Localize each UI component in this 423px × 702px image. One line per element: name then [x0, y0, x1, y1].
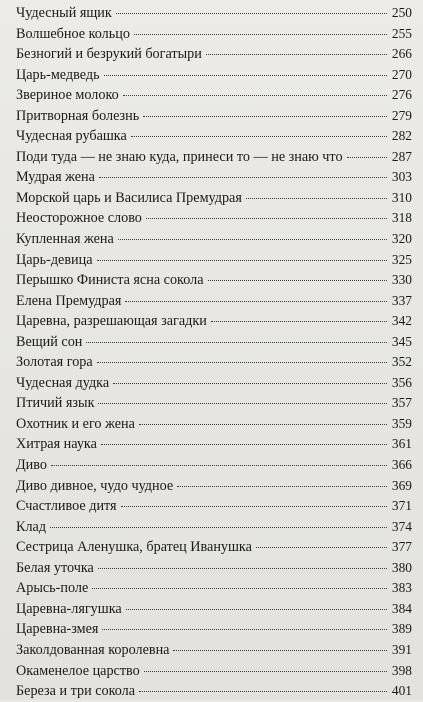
toc-entry-title: Елена Премудрая [16, 292, 122, 309]
dot-leader [97, 362, 387, 363]
toc-entry-title: Морской царь и Василиса Премудрая [16, 189, 242, 206]
table-of-contents [16, 3, 412, 702]
toc-entry [16, 126, 412, 147]
dot-leader [144, 671, 387, 672]
dot-leader [126, 609, 387, 610]
dot-leader [134, 34, 387, 35]
toc-entry-page-number: 276 [391, 87, 412, 103]
toc-entry-page-number: 287 [391, 148, 412, 164]
toc-entry-page-number: 366 [391, 457, 412, 473]
toc-entry [16, 85, 412, 106]
dot-leader [131, 136, 387, 137]
toc-entry-page-number: 310 [391, 189, 412, 205]
toc-entry-page-number: 356 [391, 374, 412, 390]
dot-leader [173, 650, 387, 651]
toc-entry [16, 44, 412, 65]
toc-entry [16, 619, 412, 640]
toc-entry-title: Окаменелое царство [16, 662, 140, 679]
dot-leader [206, 54, 387, 55]
toc-entry-page-number: 377 [391, 539, 412, 555]
toc-entry [16, 414, 412, 435]
toc-entry-page-number: 330 [391, 272, 412, 288]
toc-entry-title: Диво дивное, чудо чудное [16, 477, 174, 494]
toc-entry-title: Волшебное кольцо [16, 25, 130, 42]
toc-entry [16, 558, 412, 579]
toc-entry-page-number: 282 [391, 128, 412, 144]
toc-entry-page-number: 325 [391, 251, 412, 267]
toc-entry [16, 24, 412, 45]
dot-leader [98, 403, 387, 404]
toc-entry-page-number: 342 [391, 313, 412, 329]
toc-entry [16, 65, 412, 86]
toc-entry-page-number: 371 [391, 498, 412, 514]
toc-entry [16, 373, 412, 394]
toc-entry-title: Царевна, разрешающая загадки [16, 313, 207, 330]
toc-entry-page-number: 401 [391, 683, 412, 699]
toc-entry-title: Чудесная рубашка [16, 128, 127, 145]
dot-leader [211, 321, 387, 322]
toc-entry-title: Сестрица Аленушка, братец Иванушка [16, 539, 252, 556]
toc-entry [16, 208, 412, 229]
toc-entry [16, 352, 412, 373]
dot-leader [146, 218, 387, 219]
toc-entry-page-number: 266 [391, 46, 412, 62]
dot-leader [116, 13, 387, 14]
toc-entry-title: Царевна-змея [16, 621, 99, 638]
dot-leader [121, 506, 387, 507]
toc-entry-page-number: 389 [391, 621, 412, 637]
toc-entry [16, 147, 412, 168]
toc-entry-title: Арысь-поле [16, 580, 89, 597]
toc-entry [16, 393, 412, 414]
toc-entry [16, 188, 412, 209]
toc-entry-title: Царевна-лягушка [16, 600, 122, 617]
toc-entry-page-number: 318 [391, 210, 412, 226]
dot-leader [139, 691, 387, 692]
toc-entry [16, 476, 412, 497]
toc-entry-title: Заколдованная королевна [16, 641, 170, 658]
toc-entry-page-number: 279 [391, 107, 412, 123]
toc-entry-title: Поди туда — не знаю куда, принеси то — не знаю что [16, 148, 343, 165]
toc-entry-title: Хитрая наука [16, 436, 97, 453]
toc-entry-page-number: 359 [391, 415, 412, 431]
toc-entry [16, 537, 412, 558]
dot-leader [246, 198, 387, 199]
toc-entry [16, 3, 412, 24]
dot-leader [104, 75, 387, 76]
toc-entry [16, 455, 412, 476]
toc-entry-page-number: 345 [391, 333, 412, 349]
toc-entry [16, 311, 412, 332]
dot-leader [101, 444, 387, 445]
toc-entry [16, 640, 412, 661]
dot-leader [139, 424, 387, 425]
toc-entry [16, 578, 412, 599]
toc-entry-page-number: 250 [391, 5, 412, 20]
dot-leader [51, 465, 387, 466]
dot-leader [143, 116, 387, 117]
toc-entry-page-number: 398 [391, 662, 412, 678]
toc-entry-page-number: 270 [391, 66, 412, 82]
dot-leader [92, 588, 387, 589]
dot-leader [256, 547, 387, 548]
toc-entry-title: Мудрая жена [16, 169, 95, 186]
toc-entry-page-number: 369 [391, 477, 412, 493]
toc-entry [16, 661, 412, 682]
toc-entry-page-number: 361 [391, 436, 412, 452]
toc-entry-title: Береза и три сокола [16, 683, 136, 700]
toc-entry-page-number: 391 [391, 641, 412, 657]
dot-leader [99, 177, 387, 178]
dot-leader [98, 568, 387, 569]
dot-leader [125, 301, 387, 302]
toc-entry [16, 229, 412, 250]
toc-entry-page-number: 255 [391, 25, 412, 41]
toc-entry [16, 167, 412, 188]
dot-leader [208, 280, 387, 281]
dot-leader [50, 527, 387, 528]
dot-leader [123, 95, 387, 96]
toc-entry [16, 332, 412, 353]
toc-entry-page-number: 384 [391, 600, 412, 616]
toc-entry-title: Купленная жена [16, 231, 114, 248]
toc-entry-page-number: 383 [391, 580, 412, 596]
dot-leader [102, 629, 387, 630]
toc-entry [16, 599, 412, 620]
toc-entry-title: Чудесная дудка [16, 374, 110, 391]
toc-entry-title: Вещий сон [16, 333, 83, 350]
toc-entry-page-number: 380 [391, 559, 412, 575]
toc-entry-page-number: 320 [391, 231, 412, 247]
dot-leader [118, 239, 387, 240]
toc-entry [16, 496, 412, 517]
toc-entry-page-number: 337 [391, 292, 412, 308]
toc-entry-title: Неосторожное слово [16, 210, 142, 227]
toc-entry-title: Диво [16, 457, 47, 474]
toc-entry-title: Царь-медведь [16, 66, 100, 83]
toc-entry [16, 434, 412, 455]
toc-entry-title: Золотая гора [16, 354, 93, 371]
toc-entry-title: Звериное молоко [16, 87, 119, 104]
toc-entry-title: Безногий и безрукий богатыри [16, 46, 202, 63]
toc-entry-title: Царь-девица [16, 251, 93, 268]
toc-entry [16, 250, 412, 271]
toc-entry-title: Охотник и его жена [16, 415, 135, 432]
toc-entry-title: Чудесный ящик [16, 5, 112, 21]
toc-entry-page-number: 352 [391, 354, 412, 370]
toc-entry-title: Птичий язык [16, 395, 95, 412]
toc-entry [16, 517, 412, 538]
toc-entry [16, 270, 412, 291]
toc-entry-title: Белая уточка [16, 559, 94, 576]
toc-entry-page-number: 374 [391, 518, 412, 534]
dot-leader [177, 486, 387, 487]
toc-entry [16, 681, 412, 702]
toc-entry-page-number: 357 [391, 395, 412, 411]
toc-entry-title: Клад [16, 518, 47, 535]
toc-entry-title: Перышко Финиста ясна сокола [16, 272, 204, 289]
dot-leader [113, 383, 387, 384]
dot-leader [97, 260, 387, 261]
toc-entry [16, 291, 412, 312]
toc-entry [16, 106, 412, 127]
toc-entry-title: Счастливое дитя [16, 498, 117, 515]
toc-entry-page-number: 303 [391, 169, 412, 185]
dot-leader [347, 157, 387, 158]
dot-leader [86, 342, 387, 343]
toc-entry-title: Притворная болезнь [16, 107, 140, 124]
